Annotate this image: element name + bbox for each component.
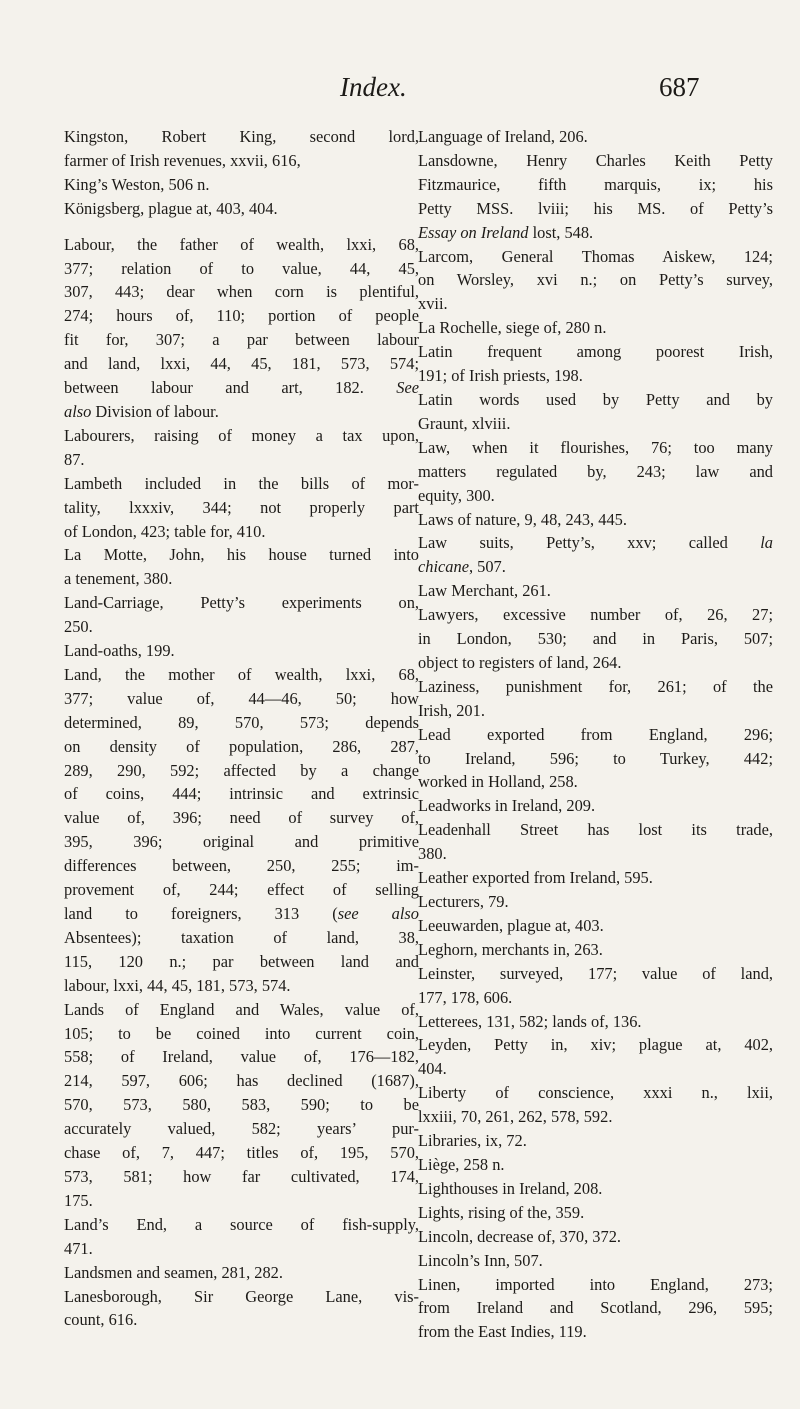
index-entry-line: 307, 443; dear when corn is plentiful,: [64, 282, 419, 302]
index-entry-line: Leeuwarden, plague at, 403.: [418, 915, 604, 935]
index-entry-line: 115, 120 n.; par between land and: [64, 951, 419, 971]
index-entry-line: Linen, imported into England, 273;: [418, 1274, 773, 1294]
index-entry-line: Leadworks in Ireland, 209.: [418, 796, 596, 816]
index-entry-line: Leyden, Petty in, xiv; plague at, 402,: [418, 1035, 773, 1055]
index-entry: [64, 639, 419, 663]
index-entry: [64, 233, 419, 424]
index-entry: [418, 245, 773, 317]
index-entry-line: between labour and art, 182. See: [64, 378, 419, 398]
index-entry-line: worked in Holland, 258.: [418, 772, 578, 792]
index-entry: [418, 579, 773, 603]
index-entry-line: Leather exported from Ireland, 595.: [418, 868, 653, 888]
running-head-title: Index.: [340, 72, 407, 102]
index-entry-line: on density of population, 286, 287,: [64, 736, 419, 756]
index-entry-line: and land, lxxi, 44, 45, 181, 573, 574;: [64, 354, 419, 374]
index-entry-line: Absentees); taxation of land, 38,: [64, 927, 419, 947]
index-entry-line: Landsmen and seamen, 281, 282.: [64, 1262, 283, 1282]
index-entry-line: 191; of Irish priests, 198.: [418, 366, 583, 386]
index-entry: [418, 938, 773, 962]
index-entry-line: Law Merchant, 261.: [418, 581, 551, 601]
index-entry-line: Kingston, Robert King, second lord,: [64, 127, 419, 146]
index-entry-line: farmer of Irish revenues, xxvii, 616,: [64, 150, 301, 170]
index-entry-line: 404.: [418, 1059, 447, 1079]
index-entry-line: Leadenhall Street has lost its trade,: [418, 820, 773, 840]
index-entry-line: from Ireland and Scotland, 296, 595;: [418, 1298, 773, 1318]
index-entry-line: Laws of nature, 9, 48, 243, 445.: [418, 509, 627, 529]
index-entry-line: Libraries, ix, 72.: [418, 1131, 527, 1151]
index-entry-line: Lands of England and Wales, value of,: [64, 999, 419, 1019]
index-entry-line: 177, 178, 606.: [418, 987, 513, 1007]
index-entry: [418, 723, 773, 795]
index-entry-line: Lighthouses in Ireland, 208.: [418, 1178, 603, 1198]
index-entry: [64, 1213, 419, 1261]
index-entry-line: Laziness, punishment for, 261; of the: [418, 676, 773, 696]
index-entry: [418, 866, 773, 890]
index-entry: [64, 591, 419, 639]
index-entry-line: of coins, 444; intrinsic and extrinsic: [64, 784, 419, 804]
index-entry-line: Larcom, General Thomas Aiskew, 124;: [418, 246, 773, 266]
index-entry: [418, 340, 773, 388]
index-entry-line: Lecturers, 79.: [418, 892, 509, 911]
index-entry: [418, 1273, 773, 1345]
index-entry-line: a tenement, 380.: [64, 569, 173, 589]
index-entry-line: Graunt, xlviii.: [418, 413, 511, 433]
index-column-left: [64, 125, 419, 1332]
index-entry-line: 380.: [418, 844, 447, 864]
index-entry: [64, 663, 419, 998]
index-entry: [418, 818, 773, 866]
index-entry-line: Essay on Ireland lost, 548.: [418, 222, 594, 242]
index-entry: [64, 173, 419, 197]
index-entry-line: 87.: [64, 449, 85, 469]
index-entry-line: Lambeth included in the bills of mor-: [64, 473, 419, 493]
index-entry-line: Lincoln’s Inn, 507.: [418, 1250, 543, 1270]
index-entry-line: Language of Ireland, 206.: [418, 127, 588, 146]
index-entry: [418, 531, 773, 579]
index-entry-line: 289, 290, 592; affected by a change: [64, 760, 419, 780]
index-entry-line: Labourers, raising of money a tax upon,: [64, 425, 419, 445]
index-entry: [64, 197, 419, 221]
index-entry: [418, 316, 773, 340]
index-entry: [418, 1081, 773, 1129]
index-column-right: [418, 125, 773, 1344]
index-entry: [64, 1261, 419, 1285]
index-entry-line: 105; to be coined into current coin,: [64, 1023, 419, 1043]
index-entry-line: 214, 597, 606; has declined (1687),: [64, 1071, 419, 1091]
index-entry-line: King’s Weston, 506 n.: [64, 174, 210, 194]
index-entry-line: Land, the mother of wealth, lxxi, 68,: [64, 664, 419, 684]
index-entry: [418, 962, 773, 1010]
index-entry-line: determined, 89, 570, 573; depends: [64, 712, 419, 732]
index-entry-line: Land-Carriage, Petty’s experiments on,: [64, 593, 419, 613]
index-entry-line: 395, 396; original and primitive: [64, 832, 419, 852]
index-entry-line: Lincoln, decrease of, 370, 372.: [418, 1226, 621, 1246]
index-entry-line: value of, 396; need of survey of,: [64, 808, 419, 828]
index-entry-line: provement of, 244; effect of selling: [64, 880, 419, 900]
index-entry-line: Latin words used by Petty and by: [418, 389, 773, 409]
index-entry-line: Königsberg, plague at, 403, 404.: [64, 198, 278, 218]
index-entry-line: Letterees, 131, 582; lands of, 136.: [418, 1011, 642, 1031]
index-entry-line: Leghorn, merchants in, 263.: [418, 939, 603, 959]
index-entry-line: accurately valued, 582; years’ pur-: [64, 1119, 419, 1139]
index-entry: [418, 603, 773, 675]
index-entry-line: chase of, 7, 447; titles of, 195, 570,: [64, 1143, 419, 1163]
index-entry-line: 274; hours of, 110; portion of people: [64, 306, 419, 326]
index-entry-line: Law suits, Petty’s, xxv; called la: [418, 533, 773, 553]
index-entry-line: Irish, 201.: [418, 700, 485, 720]
index-entry: [418, 675, 773, 723]
index-entry: [64, 1285, 419, 1333]
index-entry-line: 175.: [64, 1190, 93, 1210]
index-entry-line: La Motte, John, his house turned into: [64, 545, 419, 565]
index-entry-line: also Division of labour.: [64, 401, 219, 421]
index-entry-line: Lansdowne, Henry Charles Keith Petty: [418, 150, 773, 170]
page-number: 687: [659, 72, 700, 102]
index-entry-line: Liberty of conscience, xxxi n., lxii,: [418, 1083, 773, 1103]
index-entry: [418, 1033, 773, 1081]
index-entry: [418, 794, 773, 818]
index-entry-line: differences between, 250, 255; im-: [64, 856, 419, 876]
index-entry-line: Lights, rising of the, 359.: [418, 1202, 585, 1222]
index-entry: [418, 125, 773, 149]
index-entry: [418, 890, 773, 914]
index-entry-line: on Worsley, xvi n.; on Petty’s survey,: [418, 270, 773, 290]
index-entry-line: matters regulated by, 243; law and: [418, 461, 773, 481]
index-entry-line: 250.: [64, 617, 93, 637]
index-entry: [418, 436, 773, 508]
index-entry-line: 573, 581; how far cultivated, 174,: [64, 1166, 419, 1186]
index-entry-line: tality, lxxxiv, 344; not properly part: [64, 497, 419, 517]
index-entry: [418, 388, 773, 436]
index-entry: [418, 149, 773, 245]
index-entry: [418, 508, 773, 532]
index-entry: [64, 424, 419, 472]
index-entry-line: Fitzmaurice, fifth marquis, ix; his: [418, 174, 773, 194]
index-entry-line: 471.: [64, 1238, 93, 1258]
index-entry-line: Lawyers, excessive number of, 26, 27;: [418, 605, 773, 625]
index-entry: [418, 1249, 773, 1273]
index-entry-line: lxxiii, 70, 261, 262, 578, 592.: [418, 1107, 613, 1127]
index-entry-line: of London, 423; table for, 410.: [64, 521, 266, 541]
index-entry-line: chicane, 507.: [418, 557, 506, 577]
index-entry-line: Lead exported from England, 296;: [418, 724, 773, 744]
index-entry-line: Land-oaths, 199.: [64, 641, 175, 661]
index-entry-line: 570, 573, 580, 583, 590; to be: [64, 1095, 419, 1115]
index-entry-line: count, 616.: [64, 1310, 138, 1330]
index-entry-line: from the East Indies, 119.: [418, 1322, 587, 1342]
index-entry-line: Law, when it flourishes, 76; too many: [418, 437, 773, 457]
index-entry: [64, 998, 419, 1213]
index-entry-line: 377; value of, 44—46, 50; how: [64, 688, 419, 708]
index-entry-line: object to registers of land, 264.: [418, 652, 622, 672]
index-entry: [418, 1225, 773, 1249]
index-entry-line: in London, 530; and in Paris, 507;: [418, 629, 773, 649]
index-entry: [418, 914, 773, 938]
index-entry-line: Lanesborough, Sir George Lane, vis-: [64, 1286, 419, 1306]
index-entry-line: Labour, the father of wealth, lxxi, 68,: [64, 234, 419, 254]
index-entry-line: Leinster, surveyed, 177; value of land,: [418, 963, 773, 983]
index-entry: [418, 1201, 773, 1225]
index-entry-line: labour, lxxi, 44, 45, 181, 573, 574.: [64, 975, 291, 995]
index-entry: [64, 125, 419, 173]
index-entry-line: xvii.: [418, 294, 448, 314]
index-entry: [418, 1153, 773, 1177]
index-entry-line: La Rochelle, siege of, 280 n.: [418, 318, 607, 338]
index-entry: [418, 1010, 773, 1034]
index-entry-line: 377; relation of to value, 44, 45,: [64, 258, 419, 278]
index-entry-line: equity, 300.: [418, 485, 495, 505]
index-entry-line: Petty MSS. lviii; his MS. of Petty’s: [418, 198, 773, 218]
index-entry: [64, 472, 419, 544]
index-entry: [64, 543, 419, 591]
index-entry-line: to Ireland, 596; to Turkey, 442;: [418, 748, 773, 768]
index-entry: [418, 1177, 773, 1201]
running-head: [0, 72, 800, 106]
index-entry-line: Land’s End, a source of fish-supply,: [64, 1214, 419, 1234]
index-entry-line: Liège, 258 n.: [418, 1154, 505, 1174]
index-entry-line: land to foreigners, 313 (see also: [64, 904, 419, 923]
index-entry-line: 558; of Ireland, value of, 176—182,: [64, 1047, 419, 1067]
index-entry: [418, 1129, 773, 1153]
index-entry-line: fit for, 307; a par between labour: [64, 330, 419, 350]
index-entry-line: Latin frequent among poorest Irish,: [418, 342, 773, 362]
